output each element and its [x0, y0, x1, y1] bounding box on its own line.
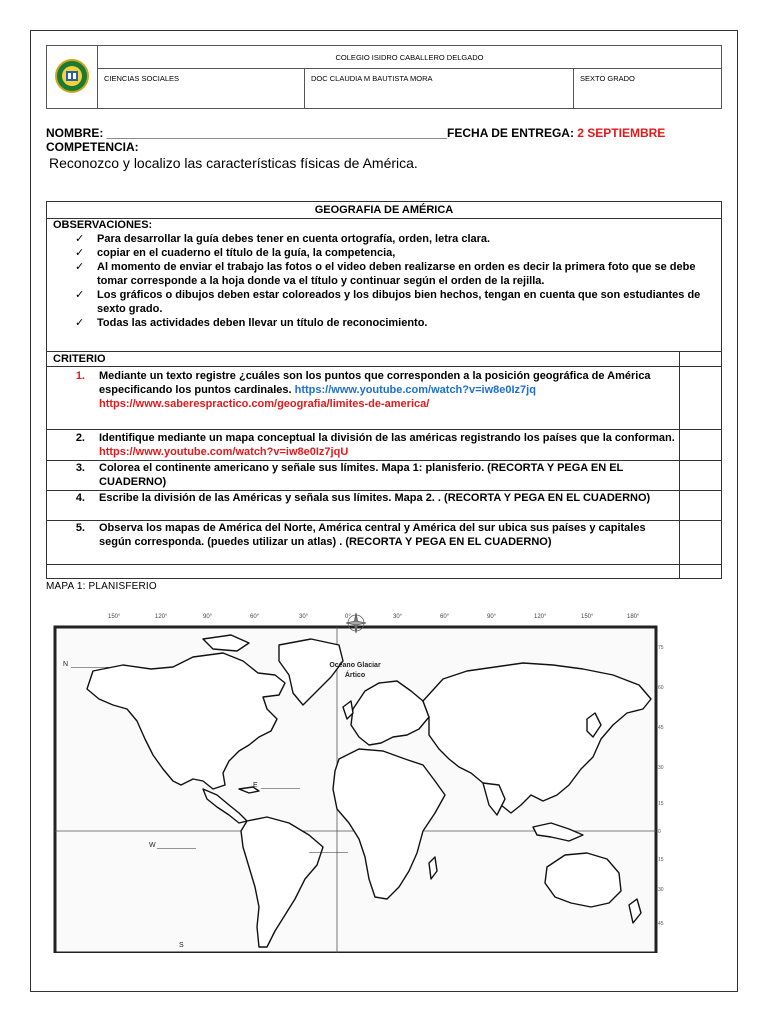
map-caption: MAPA 1: PLANISFERIO: [46, 581, 157, 592]
west-label: W: [149, 842, 156, 849]
row-divider: [47, 366, 721, 367]
observacion-item: ✓ Los gráficos o dibujos deben estar coloreados y los dibujos bien hechos, tengan en cuenta que son estudiantes de sexto grado.: [75, 289, 701, 315]
youtube-link[interactable]: https://www.youtube.com/watch?v=iw8e0Iz7jqU: [99, 446, 349, 458]
world-map-planisferio: [53, 609, 666, 953]
observaciones-list: [47, 232, 707, 330]
due-date-value: 2 SEPTIEMBRE: [577, 126, 666, 140]
east-blank: __________: [261, 782, 300, 789]
degree-labels: [108, 614, 640, 620]
checkmark-icon: ✓: [75, 289, 85, 301]
school-header: [46, 45, 722, 109]
degree-label: 150°: [108, 614, 121, 620]
score-column-line: [679, 351, 680, 578]
competencia-text: Reconozco y localizo las características físicas de América.: [49, 155, 418, 171]
name-date-row: [46, 126, 736, 140]
criterio-heading: CRITERIO: [53, 353, 106, 365]
row-divider: [47, 564, 721, 565]
degree-label: 60°: [250, 614, 260, 620]
saberes-link[interactable]: https://www.saberespractico.com/geografia/limites-de-america/: [99, 398, 430, 410]
school-logo: [47, 46, 98, 109]
degree-label: 60°: [440, 614, 450, 620]
degree-label: 150°: [581, 614, 594, 620]
checkmark-icon: ✓: [75, 317, 85, 329]
criterio-text: Mediante un texto registre ¿cuáles son los puntos que corresponden a la posición geográfica de América especificando los puntos cardinales.: [99, 370, 651, 396]
latitude-labels: [658, 645, 664, 927]
observaciones-heading: OBSERVACIONES:: [53, 219, 153, 231]
criterio-text: Identifique mediante un mapa conceptual la división de las américas registrando los países que la conforman.: [99, 432, 675, 444]
observacion-item: ✓ Al momento de enviar el trabajo las fotos o el video deben realizarse en orden es decir la primera foto que se debe tomar corresponde a la hoja donde va el título y continuar según el orden de la rejilla.: [75, 261, 696, 287]
criterio-number: 5.: [75, 522, 85, 534]
degree-label: 90°: [203, 614, 213, 620]
worksheet-page: [30, 30, 738, 992]
center-blank: __________: [309, 846, 348, 853]
latitude-label: 45: [658, 725, 664, 731]
north-label: N: [63, 661, 69, 668]
latitude-label: 15: [658, 857, 664, 863]
latitude-label: 45: [658, 921, 664, 927]
degree-label: 90°: [487, 614, 497, 620]
criterio-text: Colorea el continente americano y señale sus límites. Mapa 1: planisferio. (RECORTA Y PEGA EN EL CUADERNO): [99, 462, 624, 488]
west-blank: __________: [157, 842, 196, 849]
teacher-cell: DOC CLAUDIA M BAUTISTA MORA: [305, 69, 574, 109]
criterio-number: 3.: [75, 462, 85, 474]
degree-label: 180°: [627, 614, 640, 620]
youtube-link[interactable]: https://www.youtube.com/watch?v=iw8e0Iz7jq: [294, 384, 536, 396]
due-date-label: FECHA DE ENTREGA:: [447, 126, 574, 140]
latitude-label: 60: [658, 685, 664, 691]
latitude-label: 30: [658, 765, 664, 771]
east-label: E: [253, 782, 258, 789]
criterio-number: 2.: [75, 432, 85, 444]
degree-label: 30°: [299, 614, 309, 620]
degree-label: 120°: [534, 614, 547, 620]
criterio-number: 1.: [75, 370, 85, 382]
checkmark-icon: ✓: [75, 247, 85, 259]
arctic-ocean-label-2: Ártico: [344, 672, 366, 679]
criterio-text: Observa los mapas de América del Norte, América central y América del sur ubica sus países y capitales según corresponda. (puedes utilizar un atlas) . (RECORTA Y PEGA EN EL CUADERNO): [99, 522, 646, 548]
latitude-label: 15: [658, 801, 664, 807]
school-crest-icon: [55, 59, 89, 93]
degree-label: 120°: [155, 614, 168, 620]
north-blank: __________: [71, 661, 110, 668]
row-divider: [47, 429, 721, 430]
name-blank-line: ___________________________________________________: [106, 126, 448, 140]
name-label: NOMBRE:: [46, 126, 104, 140]
latitude-label: 30: [658, 887, 664, 893]
latitude-label: 0: [658, 829, 661, 835]
guide-table: [46, 201, 722, 579]
latitude-label: 75: [658, 645, 664, 651]
guide-title: GEOGRAFIA DE AMÉRICA: [47, 202, 721, 219]
subject-cell: CIENCIAS SOCIALES: [98, 69, 305, 109]
observacion-item: ✓ Para desarrollar la guía debes tener en cuenta ortografía, orden, letra clara.: [75, 233, 491, 245]
competencia-label: COMPETENCIA:: [46, 140, 139, 154]
observacion-item: ✓ copiar en el cuaderno el título de la guía, la competencia,: [75, 247, 396, 259]
school-name: COLEGIO ISIDRO CABALLERO DELGADO: [98, 46, 722, 69]
south-label: S: [179, 942, 184, 949]
checkmark-icon: ✓: [75, 233, 85, 245]
grade-cell: SEXTO GRADO: [574, 69, 722, 109]
degree-label: 30°: [393, 614, 403, 620]
section-divider: [47, 351, 721, 352]
observacion-item: ✓ Todas las actividades deben llevar un título de reconocimiento.: [75, 317, 428, 329]
criterio-text: Escribe la división de las Américas y señala sus límites. Mapa 2. . (RECORTA Y PEGA EN EL CUADERNO): [99, 492, 651, 504]
degree-label: 0°: [345, 614, 351, 620]
criterio-number: 4.: [75, 492, 85, 504]
arctic-ocean-label: Océano Glaciar: [329, 662, 381, 669]
checkmark-icon: ✓: [75, 261, 85, 273]
